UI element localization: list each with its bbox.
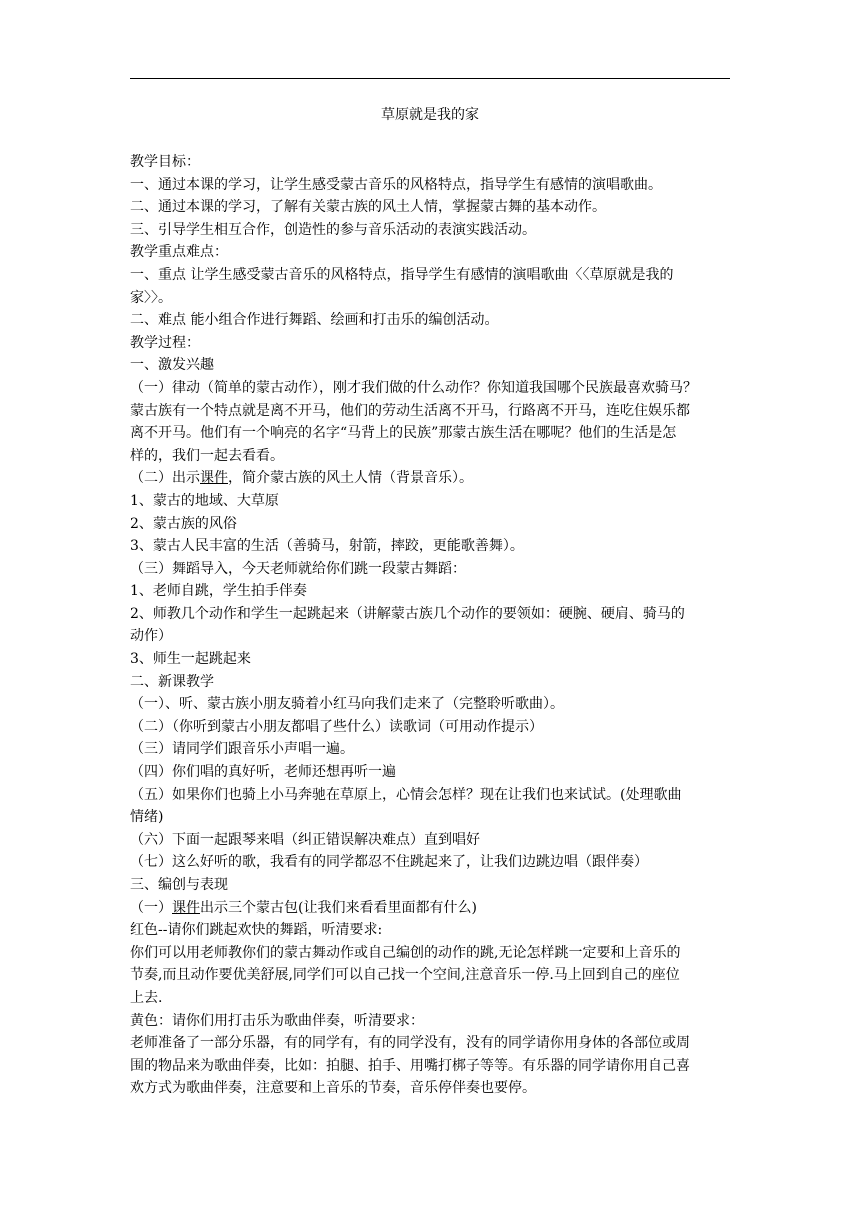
underlined-term: 课件	[200, 470, 228, 487]
text-line: 上去.	[130, 989, 163, 1006]
text-line: 老师准备了一部分乐器，有的同学有，有的同学没有，没有的同学请你用身体的各部位或周	[130, 1035, 690, 1052]
text-line: 二、新课教学	[130, 673, 214, 690]
text-segment: 出示三个蒙古包(让我们来看看里面都有什么)	[200, 899, 477, 916]
text-line: 动作）	[130, 628, 172, 645]
text-line: 一、激发兴趣	[130, 357, 214, 374]
text-line: （一）律动（简单的蒙古动作），刚才我们做的什么动作？你知道我国哪个民族最喜欢骑马？	[130, 379, 697, 396]
text-line: 三、引导学生相互合作，创造性的参与音乐活动的表演实践活动。	[130, 221, 536, 238]
text-line: 2、师教几个动作和学生一起跳起来（讲解蒙古族几个动作的要领如：硬腕、硬肩、骑马的	[130, 605, 685, 622]
text-line: （六）下面一起跟琴来唱（纠正错误解决难点）直到唱好	[130, 831, 480, 848]
document-title: 草原就是我的家	[381, 107, 479, 123]
underlined-term: 课件	[172, 899, 200, 916]
text-line: 三、编创与表现	[130, 877, 228, 893]
text-line: 你们可以用老师教你们的蒙古舞动作或自己编创的动作的跳,无论怎样跳一定要和上音乐的	[130, 944, 681, 961]
text-line	[130, 897, 732, 920]
text-segment: ，简介蒙古族的风土人情（背景音乐）。	[228, 470, 473, 487]
text-line: 二、通过本课的学习，了解有关蒙古族的风土人情，掌握蒙古舞的基本动作。	[130, 199, 606, 216]
text-line: 1、蒙古的地域、大草原	[130, 492, 279, 509]
text-line: 教学目标：	[130, 154, 200, 170]
text-line: （七）这么好听的歌，我看有的同学都忍不住跳起来了，让我们边跳边唱（跟伴奏）	[130, 854, 648, 871]
text-line: （四）你们唱的真好听，老师还想再听一遍	[130, 764, 396, 781]
text-line: 情绪)	[130, 809, 164, 826]
text-line: 欢方式为歌曲伴奏，注意要和上音乐的节奏，音乐停伴奏也要停。	[130, 1080, 536, 1097]
text-line: （三）舞蹈导入，今天老师就给你们跳一段蒙古舞蹈：	[130, 560, 466, 577]
document-body	[130, 151, 732, 1100]
text-line: 一、重点 让学生感受蒙古音乐的风格特点，指导学生有感情的演唱歌曲〈〈草原就是我的	[130, 266, 674, 283]
text-line: 黄色：请你们用打击乐为歌曲伴奏，听清要求：	[130, 1012, 424, 1029]
text-line: 蒙古族有一个特点就是离不开马，他们的劳动生活离不开马，行路离不开马，连吃住娱乐都	[130, 402, 690, 419]
text-line: 教学重点难点：	[130, 244, 228, 261]
text-line: 二、难点 能小组合作进行舞蹈、绘画和打击乐的编创活动。	[130, 312, 499, 329]
text-line: 1、老师自跳，学生拍手伴奏	[130, 583, 307, 600]
text-segment: （一）	[130, 899, 172, 916]
text-line	[130, 467, 732, 490]
text-line: 2、蒙古族的风俗	[130, 515, 237, 532]
text-line: 3、师生一起跳起来	[130, 651, 251, 668]
text-line: 3、蒙古人民丰富的生活（善骑马，射箭，摔跤，更能歌善舞）。	[130, 538, 524, 555]
text-line: （五）如果你们也骑上小马奔驰在草原上，心情会怎样？现在让我们也来试试。(处理歌曲	[130, 786, 682, 803]
text-line: （一）、听、蒙古族小朋友骑着小红马向我们走来了（完整聆听歌曲）。	[130, 696, 564, 713]
text-segment: （二）出示	[130, 470, 200, 487]
header-rule	[130, 78, 730, 79]
text-line: 节奏,而且动作要优美舒展,同学们可以自己找一个空间,注意音乐一停.马上回到自己的座位	[130, 967, 680, 984]
text-line: 教学过程：	[130, 334, 200, 351]
text-line: 离不开马。他们有一个响亮的名字“马背上的民族”那蒙古族生活在哪呢？他们的生活是怎	[130, 425, 677, 442]
text-line: 红色--请你们跳起欢快的舞蹈，听清要求:	[130, 922, 383, 939]
text-line: 家〉〉。	[130, 289, 172, 306]
text-line: 围的物品来为歌曲伴奏，比如：拍腿、拍手、用嘴打梆子等等。有乐器的同学请你用自己喜	[130, 1057, 690, 1074]
text-line: 样的，我们一起去看看。	[130, 447, 284, 464]
text-line: （二）（你听到蒙古小朋友都唱了些什么）读歌词（可用动作提示）	[130, 718, 543, 735]
text-line: （三）请同学们跟音乐小声唱一遍。	[130, 741, 354, 758]
text-line: 一、通过本课的学习，让学生感受蒙古音乐的风格特点，指导学生有感情的演唱歌曲。	[130, 176, 662, 193]
